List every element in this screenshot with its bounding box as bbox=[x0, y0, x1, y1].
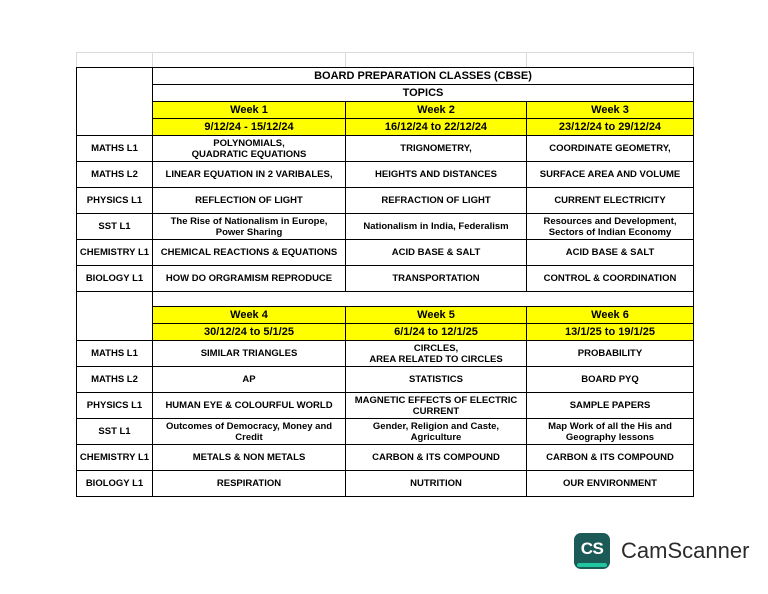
topic-cell: RESPIRATION bbox=[153, 471, 346, 497]
topic-cell: SURFACE AREA AND VOLUME bbox=[527, 162, 694, 188]
table-row bbox=[77, 341, 694, 367]
week-dates: 23/12/24 to 29/12/24 bbox=[527, 119, 694, 136]
topic-cell: HEIGHTS AND DISTANCES bbox=[346, 162, 527, 188]
subject-cell: SST L1 bbox=[77, 214, 153, 240]
table-row bbox=[77, 136, 694, 162]
date-row bbox=[77, 119, 694, 136]
topic-cell: COORDINATE GEOMETRY, bbox=[527, 136, 694, 162]
topic-cell: ACID BASE & SALT bbox=[527, 240, 694, 266]
topic-cell: PROBABILITY bbox=[527, 341, 694, 367]
table-row bbox=[77, 471, 694, 497]
empty-cell bbox=[527, 53, 694, 68]
spreadsheet-top-row bbox=[77, 53, 694, 68]
topic-cell: METALS & NON METALS bbox=[153, 445, 346, 471]
topic-cell: CHEMICAL REACTIONS & EQUATIONS bbox=[153, 240, 346, 266]
table-row bbox=[77, 367, 694, 393]
week-label: Week 1 bbox=[153, 102, 346, 119]
empty-cell bbox=[153, 53, 346, 68]
week-label: Week 2 bbox=[346, 102, 527, 119]
schedule-table-body bbox=[77, 53, 694, 497]
topic-cell: CARBON & ITS COMPOUND bbox=[527, 445, 694, 471]
topic-cell: OUR ENVIRONMENT bbox=[527, 471, 694, 497]
logo-accent-bar bbox=[577, 563, 607, 567]
subject-cell: MATHS L1 bbox=[77, 136, 153, 162]
week-row bbox=[77, 102, 694, 119]
empty-cell bbox=[346, 53, 527, 68]
topics-label: TOPICS bbox=[153, 85, 694, 102]
subject-cell: MATHS L2 bbox=[77, 162, 153, 188]
week-dates: 9/12/24 - 15/12/24 bbox=[153, 119, 346, 136]
logo-text: CS bbox=[580, 539, 604, 558]
topic-cell: CIRCLES, AREA RELATED TO CIRCLES bbox=[346, 341, 527, 367]
table-title: BOARD PREPARATION CLASSES (CBSE) bbox=[153, 68, 694, 85]
week-row bbox=[77, 307, 694, 324]
topic-cell: Resources and Development, Sectors of Indian Economy bbox=[527, 214, 694, 240]
table-row bbox=[77, 393, 694, 419]
topic-cell: CARBON & ITS COMPOUND bbox=[346, 445, 527, 471]
topic-cell: REFLECTION OF LIGHT bbox=[153, 188, 346, 214]
empty-cell bbox=[77, 53, 153, 68]
corner-cell bbox=[77, 292, 153, 341]
topic-cell: TRANSPORTATION bbox=[346, 266, 527, 292]
topic-cell: POLYNOMIALS, QUADRATIC EQUATIONS bbox=[153, 136, 346, 162]
week-label: Week 5 bbox=[346, 307, 527, 324]
topic-cell: TRIGNOMETRY, bbox=[346, 136, 527, 162]
topic-cell: The Rise of Nationalism in Europe, Power Sharing bbox=[153, 214, 346, 240]
subject-cell: PHYSICS L1 bbox=[77, 188, 153, 214]
week-label: Week 6 bbox=[527, 307, 694, 324]
subject-cell: MATHS L1 bbox=[77, 341, 153, 367]
separator-row bbox=[77, 292, 694, 307]
topic-cell: BOARD PYQ bbox=[527, 367, 694, 393]
subject-cell: BIOLOGY L1 bbox=[77, 266, 153, 292]
subject-cell: SST L1 bbox=[77, 419, 153, 445]
week-label: Week 4 bbox=[153, 307, 346, 324]
topic-cell: ACID BASE & SALT bbox=[346, 240, 527, 266]
table-row bbox=[77, 445, 694, 471]
subject-cell: CHEMISTRY L1 bbox=[77, 445, 153, 471]
topic-cell: Gender, Religion and Caste, Agriculture bbox=[346, 419, 527, 445]
camscanner-logo-icon bbox=[574, 533, 610, 569]
date-row bbox=[77, 324, 694, 341]
week-dates: 16/12/24 to 22/12/24 bbox=[346, 119, 527, 136]
topic-cell: NUTRITION bbox=[346, 471, 527, 497]
topic-cell: SIMILAR TRIANGLES bbox=[153, 341, 346, 367]
table-row bbox=[77, 240, 694, 266]
week-label: Week 3 bbox=[527, 102, 694, 119]
table-row bbox=[77, 214, 694, 240]
topic-cell: AP bbox=[153, 367, 346, 393]
table-row bbox=[77, 162, 694, 188]
subject-cell: PHYSICS L1 bbox=[77, 393, 153, 419]
topic-cell: HUMAN EYE & COLOURFUL WORLD bbox=[153, 393, 346, 419]
subject-cell: MATHS L2 bbox=[77, 367, 153, 393]
topic-cell: REFRACTION OF LIGHT bbox=[346, 188, 527, 214]
week-dates: 6/1/24 to 12/1/25 bbox=[346, 324, 527, 341]
topic-cell: LINEAR EQUATION IN 2 VARIBALES, bbox=[153, 162, 346, 188]
week-dates: 30/12/24 to 5/1/25 bbox=[153, 324, 346, 341]
table-row bbox=[77, 419, 694, 445]
table-row bbox=[77, 266, 694, 292]
subject-cell: CHEMISTRY L1 bbox=[77, 240, 153, 266]
table-row bbox=[77, 188, 694, 214]
topic-cell: Nationalism in India, Federalism bbox=[346, 214, 527, 240]
topic-cell: HOW DO ORGRAMISM REPRODUCE bbox=[153, 266, 346, 292]
empty-cell bbox=[153, 292, 694, 307]
topics-row bbox=[77, 85, 694, 102]
corner-cell bbox=[77, 68, 153, 136]
camscanner-name: CamScanner bbox=[621, 538, 750, 563]
topic-cell: SAMPLE PAPERS bbox=[527, 393, 694, 419]
schedule-sheet bbox=[76, 52, 693, 497]
schedule-table bbox=[76, 52, 694, 497]
topic-cell: CONTROL & COORDINATION bbox=[527, 266, 694, 292]
week-dates: 13/1/25 to 19/1/25 bbox=[527, 324, 694, 341]
topic-cell: Outcomes of Democracy, Money and Credit bbox=[153, 419, 346, 445]
title-row bbox=[77, 68, 694, 85]
topic-cell: STATISTICS bbox=[346, 367, 527, 393]
topic-cell: MAGNETIC EFFECTS OF ELECTRIC CURRENT bbox=[346, 393, 527, 419]
topic-cell: Map Work of all the His and Geography lessons bbox=[527, 419, 694, 445]
subject-cell: BIOLOGY L1 bbox=[77, 471, 153, 497]
topic-cell: CURRENT ELECTRICITY bbox=[527, 188, 694, 214]
